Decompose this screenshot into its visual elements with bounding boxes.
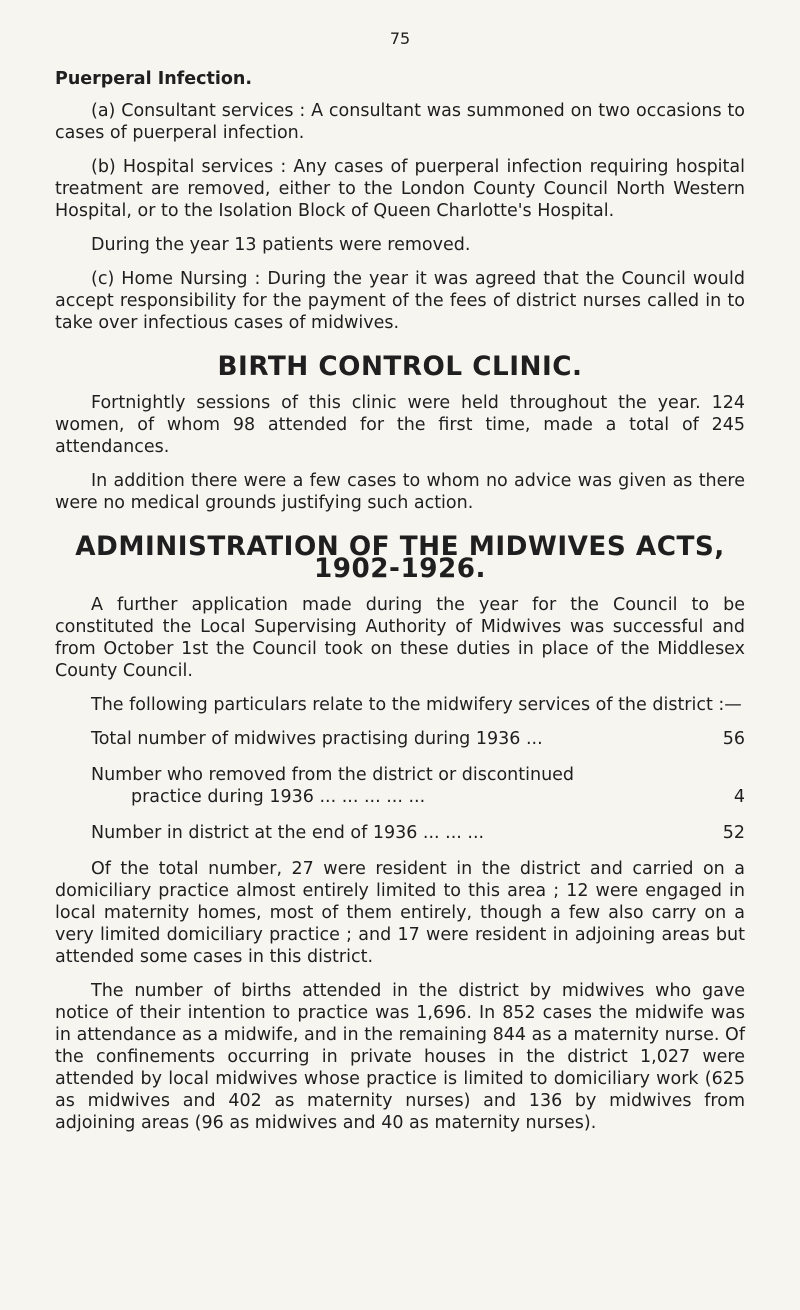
stat-row <box>55 764 745 808</box>
stat-label: Total number of midwives practising during 1936 ... <box>91 729 543 749</box>
consultant-paragraph: (a) Consultant services : A consultant was summoned on two occasions to cases of puerperal infection. <box>55 101 745 143</box>
stat-label: Number in district at the end of 1936 ... ... ... <box>91 823 485 843</box>
birth-control-heading: BIRTH CONTROL CLINIC. <box>217 352 583 382</box>
stat-row <box>55 822 745 844</box>
home-nursing-paragraph: (c) Home Nursing : During the year it was agreed that the Council would accept responsibility for the payment of the fees of district nurses called in to take over infectious cases of midwives. <box>55 269 745 333</box>
stat-row <box>55 728 745 750</box>
midwives-heading <box>55 532 745 584</box>
midwives-paragraph-3: Of the total number, 27 were resident in the district and carried on a domiciliary practice almost entirely limited to this area ; 12 were engaged in local maternity homes, most of them entirely, though a few also carry on a very limited domiciliary practice ; and 17 were resident in adjoining areas but attended some cases in this district. <box>55 859 745 967</box>
puerperal-heading: Puerperal Infection. <box>55 69 253 89</box>
midwives-paragraph-1: A further application made during the year for the Council to be constituted the Local Supervising Authority of Midwives was successful and from October 1st the Council took on these duties in place of the Middlesex County Council. <box>55 595 745 681</box>
midwives-paragraph-4: The number of births attended in the district by midwives who gave notice of their intention to practice was 1,696. In 852 cases the midwife was in attendance as a midwife, and in the remaining 844 as a maternity nurse. Of the confinements occurring in private houses in the district 1,027 were attended by local midwives whose practice is limited to domiciliary work (625 as midwives and 402 as maternity nurses) and 136 by midwives from adjoining areas (96 as midwives and 40 as maternity nurses). <box>55 981 745 1133</box>
stat-value: 56 <box>722 729 745 749</box>
midwives-paragraph-2: The following particulars relate to the midwifery services of the district :— <box>91 695 742 715</box>
stat-label: Number who removed from the district or discontinued practice during 1936 ... ... ... ... ... <box>91 765 575 807</box>
midwives-heading-line1: ADMINISTRATION OF THE MIDWIVES ACTS, <box>75 532 725 562</box>
midwives-heading-line2: 1902-1926. <box>314 554 486 584</box>
document-page <box>55 28 745 1146</box>
page-number: 75 <box>389 29 411 48</box>
birth-control-paragraph-1: Fortnightly sessions of this clinic were held throughout the year. 124 women, of whom 98 attended for the first time, made a total of 245 attendances. <box>55 393 745 457</box>
midwives-stats <box>55 728 745 844</box>
stat-value: 4 <box>733 787 745 807</box>
hospital-paragraph: (b) Hospital services : Any cases of puerperal infection requiring hospital treatment are removed, either to the London County Council North Western Hospital, or to the Isolation Block of Queen Charlotte's Hospital. <box>55 157 745 221</box>
birth-control-paragraph-2: In addition there were a few cases to whom no advice was given as there were no medical grounds justifying such action. <box>55 471 745 513</box>
removed-paragraph: During the year 13 patients were removed. <box>91 235 471 255</box>
stat-value: 52 <box>722 823 745 843</box>
